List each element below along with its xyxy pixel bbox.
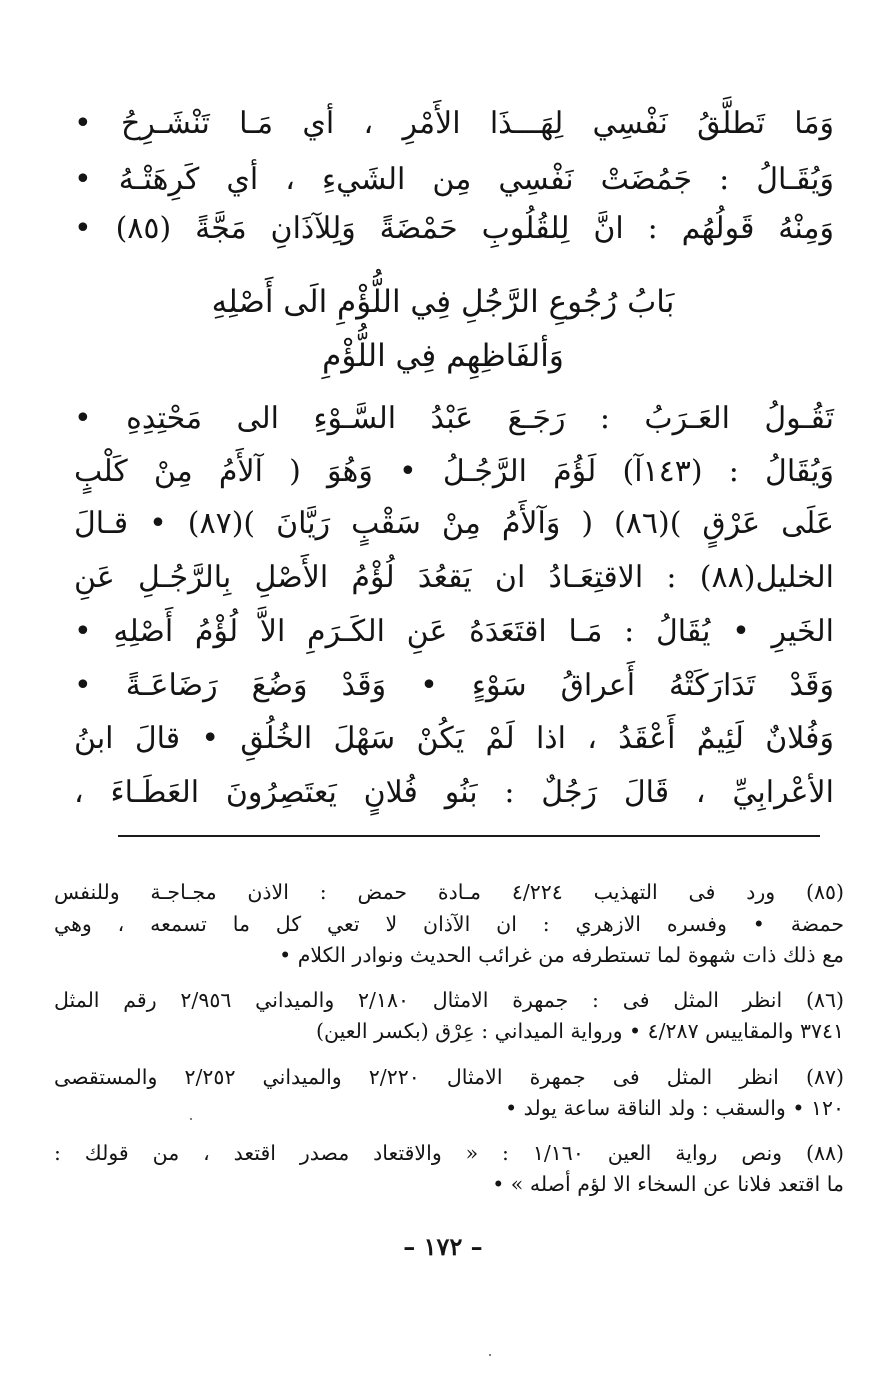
main-text-line: وَفُلانٌ لَئِيمٌ أَعْقَدُ ، اذا لَمْ يَكُنْ سَهْلَ الخُلُقِ • قالَ ابنُ — [74, 721, 834, 756]
main-text-line: وَمَا تَطلَّقُ نَفْسِي لِهَـــذَا الأَمْرِ ، أي مَـا تَنْشَـرِحُ • — [74, 106, 834, 141]
footnote-88-line: (٨٨) ونص رواية العين ١/١٦٠ : « والاقتعاد مصدر اقتعد ، من قولك : — [54, 1141, 844, 1165]
main-text-line: وَمِنْهُ قَولُهُم : انَّ لِلقُلُوبِ حَمْضَةً وَلِلآذَانِ مَجَّةً (٨٥) • — [74, 211, 834, 246]
page-number: – ١٧٢ – — [403, 1232, 483, 1261]
main-text-line: الأعْرابِيِّ ، قَالَ رَجُلٌ : بَنُو فُلانٍ يَعتَصِرُونَ العَطَـاءَ ، — [74, 775, 834, 810]
footnote-87-line: ١٢٠ • والسقب : ولد الناقة ساعة يولد • — [505, 1096, 844, 1120]
main-text-line: الخليل(٨٨) : الاقتِعَـادُ ان يَقعُدَ لُؤْمُ الأَصْلِ بِالرَّجُـلِ عَنِ — [74, 560, 834, 595]
footnote-87-line: (٨٧) انظر المثل فى جمهرة الامثال ٢/٢٢٠ والميداني ٢/٢٥٢ والمستقصى — [54, 1065, 844, 1089]
main-text-line: وَقَدْ تَدَارَكَتْهُ أَعراقُ سَوْءٍ • وَقَدْ وَضُعَ رَضَاعَـةً • — [74, 668, 834, 703]
scan-speck — [489, 1354, 491, 1356]
footnote-85-line: مع ذلك ذات شهوة لما تستطرفه من غرائب الحديث ونوادر الكلام • — [279, 943, 844, 967]
main-text-line: وَيُقَـالُ : جَمُضَتْ نَفْسِي مِن الشَيءِ ، أي كَرِهَتْـهُ • — [74, 162, 834, 197]
footnote-85-line: (٨٥) ورد فى التهذيب ٤/٢٢٤ مـادة حمض : الاذن مجـاجـة وللنفس — [54, 880, 844, 904]
footnote-85-line: حمضة • وفسره الازهري : ان الآذان لا تعي كل ما تسمعه ، وهي — [54, 912, 844, 936]
main-text-line: عَلَى عَرْقٍ )(٨٦) ( وَآلأَمُ مِنْ سَقْبٍ رَيَّانَ )(٨٧) • قـالَ — [74, 506, 834, 541]
footnote-86-line: ٣٧٤١ والمقاييس ٤/٢٨٧ • ورواية الميداني : عِرْق (بكسر العين) — [316, 1019, 844, 1043]
chapter-heading-line-1: بَابُ رُجُوعِ الرَّجُلِ فِي اللُّؤْمِ الَى أَصْلِهِ — [211, 284, 675, 320]
footnote-separator — [118, 835, 820, 837]
main-text-line: الخَيرِ • يُقَالُ : مَـا اقتَعَدَهُ عَنِ الكَـرَمِ الاَّ لُؤْمُ أَصْلِهِ • — [74, 614, 834, 649]
footnote-86-line: (٨٦) انظر المثل فى : جمهرة الامثال ٢/١٨٠ والميداني ٢/٩٥٦ رقم المثل — [54, 988, 844, 1012]
footnote-88-line: ما اقتعد فلانا عن السخاء الا لؤم أصله » • — [492, 1172, 844, 1196]
scan-speck — [190, 1118, 192, 1120]
chapter-heading-line-2: وَألفَاظِهِم فِي اللُّؤْمِ — [322, 338, 564, 374]
main-text-line: وَيُقَالُ : (١٤٣آ) لَؤُمَ الرَّجُـلُ • وَهُوَ ( آلأَمُ مِنْ كَلْبٍ — [74, 454, 834, 489]
main-text-line: تَقُـولُ العَـرَبُ : رَجَـعَ عَبْدُ السَّـوْءِ الى مَحْتِدِهِ • — [74, 401, 834, 436]
